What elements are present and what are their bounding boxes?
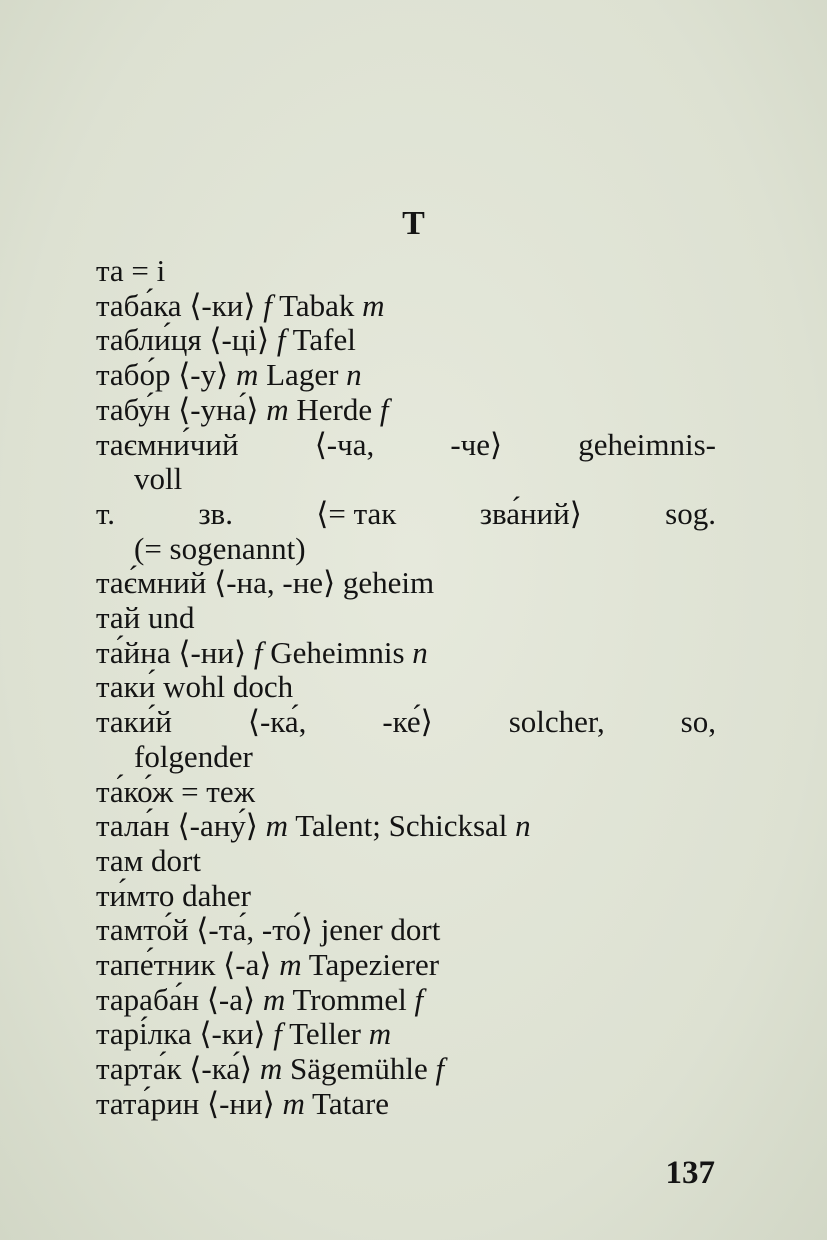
entry-taky: таки́ wohl doch [96,669,294,705]
entry-talan: тала́н ⟨-ану́⟩ m Talent; Schicksal n [96,808,531,844]
entry-taiemnyi: тає́мний ⟨-на, -не⟩ geheim [96,565,435,601]
entry-taraban: тараба́н ⟨-а⟩ m Trommel f [96,981,424,1017]
entry-tablytsia: табли́ця ⟨-ці⟩ f Tafel [96,322,356,358]
entry-tamtoi: тамто́й ⟨-та́, -то́⟩ jener dort [96,912,441,948]
entry-tabor: табо́р ⟨-у⟩ m Lager n [96,357,362,393]
page-number: 137 [665,1155,715,1191]
entry-tabun: табу́н ⟨-уна́⟩ m Herde f [96,391,389,427]
entry-takyi: таки́й ⟨-ка́, -ке́⟩ solcher, so, [96,704,716,740]
entry-continuation: voll [134,461,183,497]
entry-ta: та = і [96,253,166,288]
entry-tarilka: тарі́лка ⟨-ки⟩ f Teller m [96,1016,392,1052]
entry-t-zv: т. зв. ⟨= так зва́ний⟩ sog. [96,495,716,531]
entry-tartak: тарта́к ⟨-ка́⟩ m Sägemühle f [96,1051,445,1087]
entry-tapetnyk: тапе́тник ⟨-а⟩ m Tapezierer [96,947,440,983]
entry-taiemnychyi: таємни́чий ⟨-ча, -че⟩ geheimnis- [96,426,716,462]
entry-list [96,254,716,1122]
entry-continuation: folgender [134,738,253,774]
entry-takozh: та́ко́ж = теж [96,773,256,809]
entry-tymto: ти́мто daher [96,877,251,913]
entry-tataryn: тата́рин ⟨-ни⟩ m Tatare [96,1085,390,1121]
entry-taina: та́йна ⟨-ни⟩ f Geheimnis n [96,634,428,670]
entry-tam: там dort [96,842,201,878]
section-heading-letter: Т [402,205,425,242]
entry-tai: тай und [96,600,195,636]
entry-tabaka: таба́ка ⟨-ки⟩ f Tabak m [96,287,385,323]
entry-continuation: (= sogenannt) [134,530,306,566]
